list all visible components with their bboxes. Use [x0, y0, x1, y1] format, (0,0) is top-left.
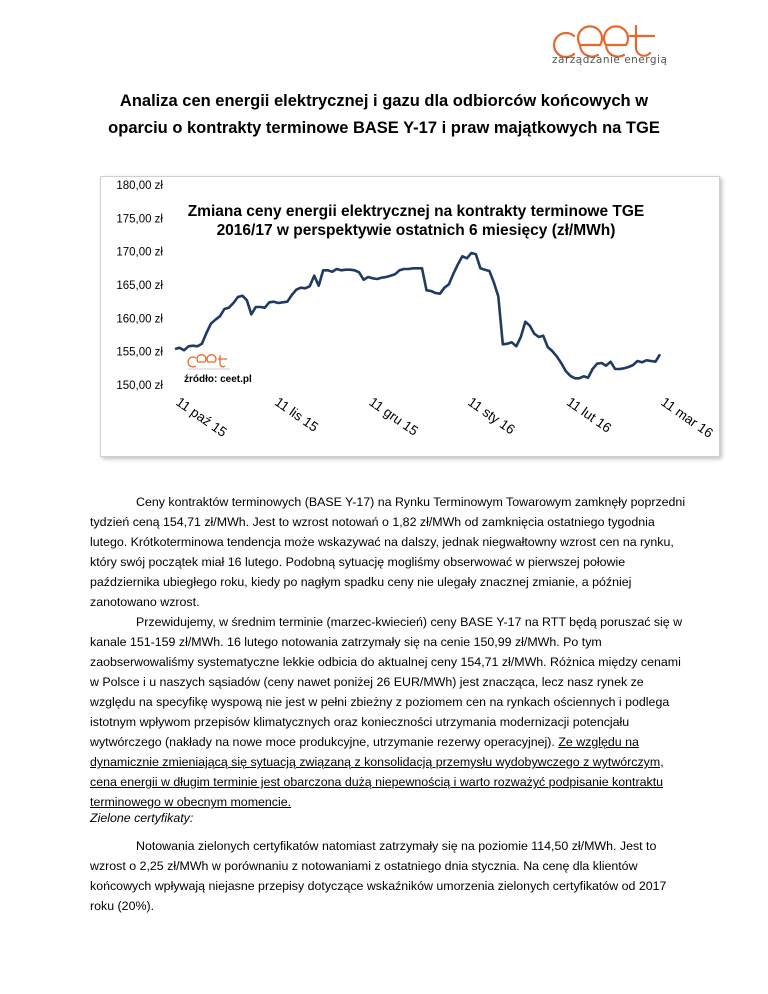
price-chart: [100, 176, 720, 457]
y-tick-label: 160,00 zł: [116, 313, 163, 326]
paragraph-forecast: [90, 612, 690, 812]
paragraph-base-y17-summary: [90, 492, 690, 612]
x-tick-label: 11 gru 15: [366, 394, 421, 439]
paragraph-1-text: Ceny kontraktów terminowych (BASE Y-17) na Rynku Terminowym Towarowym zamknęły poprzedni tydzień ceną 154,71 zł/MWh. Jest to wzrost notowań o 1,82 zł/MWh od zamknięcia ostatniego tygodnia lutego. Krótkoterminowa tendencja może wskazywać na dalszy, jednak niegwałtowny wzrost cen na rynku, który swój początek miał 16 lutego. Podobną sytuację mogliśmy obserwować w pierwszej połowie października ubiegłego roku, kiedy po nagłym spadku ceny nie ulegały znacznej zmianie, a później zanotowano wzrost.: [90, 495, 686, 609]
paragraph-green-certificates: [90, 836, 690, 916]
section-heading-green-certificates: Zielone certyfikaty:: [90, 811, 194, 825]
logo-tagline: zarządzanie energią: [552, 54, 668, 66]
y-tick-label: 170,00 zł: [116, 246, 163, 259]
x-tick-label: 11 lis 15: [272, 394, 322, 435]
title-line-1: Analiza cen energii elektrycznej i gazu dla odbiorców końcowych w: [119, 92, 649, 110]
y-tick-label: 180,00 zł: [116, 180, 163, 192]
series-line: [175, 253, 660, 378]
paragraph-4-text: Notowania zielonych certyfikatów natomiast zatrzymały się na poziomie 114,50 zł/MWh. Jest to wzrost o 2,25 zł/MWh w porównaniu z notowaniami z ostatniego dnia stycznia. Na cenę dla klientów końcowych wpływają niejasne przepisy dotyczące wskaźników umorzenia zielonych certyfikatów od 2017 roku (20%).: [90, 839, 667, 913]
x-tick-label: 11 mar 16: [658, 394, 716, 441]
document-title: [60, 88, 708, 142]
y-tick-label: 175,00 zł: [116, 213, 163, 226]
chart-watermark-logo: [188, 355, 230, 369]
paragraph-2-text: Przewidujemy, w średnim terminie (marzec-kwiecień) ceny BASE Y-17 na RTT będą poruszać się w kanale 151-159 zł/MWh. 16 lutego notowania zatrzymały się na cenie 150,99 zł/MWh. Po tym zaobserwowaliśmy systematyczne lekkie odbicia do aktualnej ceny 154,71 zł/MWh. Różnica między cenami w Polsce i u naszych sąsiadów (ceny nawet poniżej 26 EUR/MWh) jest znacząca, lecz nasz rynek ze względu na specyfikę wyspową nie jest w pełni zbieżny z poziomem cen na rynkach ościennych i podlega istotnym wpływom przepisów klimatycznych oraz konieczności utrzymania modernizacji potencjału wytwórczego (nakłady na nowe moce produkcyjne, utrzymanie rezerwy operacyjnej).: [90, 615, 683, 749]
y-axis-ticks: [116, 180, 163, 392]
y-tick-label: 150,00 zł: [116, 380, 163, 392]
chart-watermark-logo-mark: [188, 355, 227, 367]
x-tick-label: 11 sty 16: [465, 394, 518, 438]
ceet-logo-mark: [554, 26, 654, 57]
title-line-2: oparciu o kontrakty terminowe BASE Y-17 i praw majątkowych na TGE: [108, 119, 660, 137]
chart-source-label: źródło: ceet.pl: [184, 374, 252, 385]
x-axis-ticks: [173, 394, 716, 441]
chart-title-line-2: 2016/17 w perspektywie ostatnich 6 miesięcy (zł/MWh): [216, 222, 616, 239]
x-tick-label: 11 lut 16: [563, 394, 615, 436]
paragraph-2-underlined: Ze względu na dynamicznie zmieniającą się sytuacją związaną z konsolidacją przemysłu wydobywczego z wytwórczym, cena energii w długim terminie jest obarczona dużą niepewnością i warto rozważyć podpisanie kontraktu terminowego w obecnym momencie.: [90, 735, 664, 809]
chart-title-line-1: Zmiana ceny energii elektrycznej na kontrakty terminowe TGE: [187, 203, 645, 220]
x-tick-label: 11 paź 15: [173, 394, 230, 440]
y-tick-label: 165,00 zł: [116, 280, 163, 292]
y-tick-label: 155,00 zł: [116, 346, 163, 359]
